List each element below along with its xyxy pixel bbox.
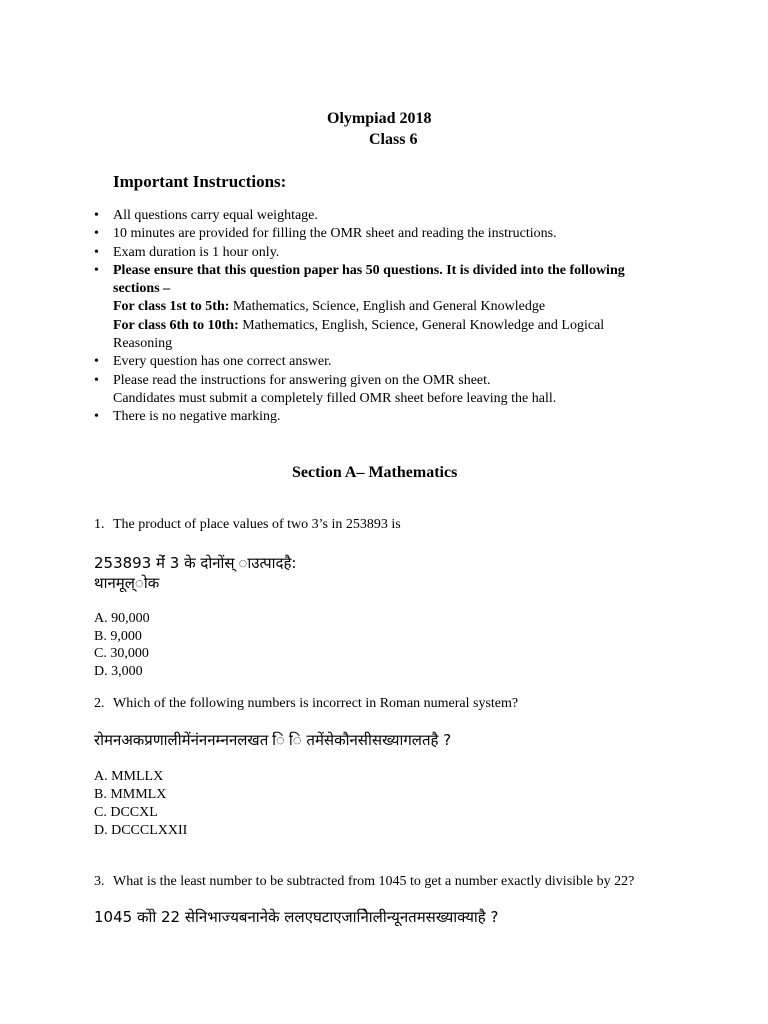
- sections-main-cont: sections –: [113, 281, 171, 297]
- answer-option: A. MMLLX: [94, 769, 164, 784]
- answer-option: C. 30,000: [94, 646, 149, 661]
- instruction-item-omr: [94, 372, 694, 409]
- answer-option: B. MMMLX: [94, 787, 167, 802]
- instruction-item: • Exam duration is 1 hour only.: [94, 244, 694, 262]
- answer-option: D. DCCCLXXII: [94, 823, 188, 838]
- document-title: Olympiad 2018: [327, 110, 432, 127]
- question-hindi-cont: थानमूल्ोक: [94, 574, 160, 592]
- instruction-item-sections: [94, 262, 694, 353]
- section-title: Section A– Mathematics: [292, 464, 458, 481]
- class6-subjects: Mathematics, English, Science, General Knowledge and Logical: [238, 317, 605, 333]
- question-text: What is the least number to be subtracted from 1045 to get a number exactly divisible by 22?: [113, 874, 635, 889]
- instructions-list: [94, 207, 694, 427]
- question-number: 2.: [94, 696, 105, 711]
- class1-label: For class 1st to 5th:: [113, 299, 230, 315]
- class-label: Class 6: [369, 131, 418, 148]
- class6-line: [113, 317, 694, 335]
- omr-line-cont: Candidates must submit a completely filled OMR sheet before leaving the hall.: [113, 390, 557, 406]
- question-hindi: 1045 कोो 22 सेनिभाज्यबनानेके ललएघटाएजानेिालीन्यूनतमसख्याक्याहै ?: [94, 908, 499, 926]
- question-number: 1.: [94, 517, 105, 532]
- question-number: 3.: [94, 874, 105, 889]
- question-hindi: 253893 मेंं 3 के दोनोंस् ाउत्पादहै:: [94, 554, 297, 572]
- answer-option: C. DCCXL: [94, 805, 158, 820]
- question-hindi: रोमनअकप्रणालीमेंनंननम्ननलखत ि ि तमेंसेकौनसीसख्यागलतहै ?: [94, 731, 452, 749]
- instructions-heading: Important Instructions:: [113, 172, 287, 191]
- sections-main: • Please ensure that this question paper has 50 questions. It is divided into the following: [113, 262, 625, 278]
- class1-line: [113, 298, 694, 316]
- class6-label: For class 6th to 10th:: [113, 317, 239, 333]
- class1-subjects: Mathematics, Science, English and General Knowledge: [229, 299, 546, 315]
- answer-option: D. 3,000: [94, 664, 143, 679]
- instruction-item: • All questions carry equal weightage.: [94, 207, 694, 225]
- instruction-item: • There is no negative marking.: [94, 408, 694, 426]
- answer-option: B. 9,000: [94, 629, 142, 644]
- omr-line: • Please read the instructions for answering given on the OMR sheet.: [113, 372, 491, 388]
- instruction-item: • 10 minutes are provided for filling the OMR sheet and reading the instructions.: [94, 225, 694, 243]
- question-text: Which of the following numbers is incorrect in Roman numeral system?: [113, 696, 519, 711]
- answer-option: A. 90,000: [94, 611, 150, 626]
- instruction-item: • Every question has one correct answer.: [94, 353, 694, 371]
- question-text: The product of place values of two 3’s in 253893 is: [113, 517, 401, 532]
- class6-subjects-cont: Reasoning: [113, 336, 173, 352]
